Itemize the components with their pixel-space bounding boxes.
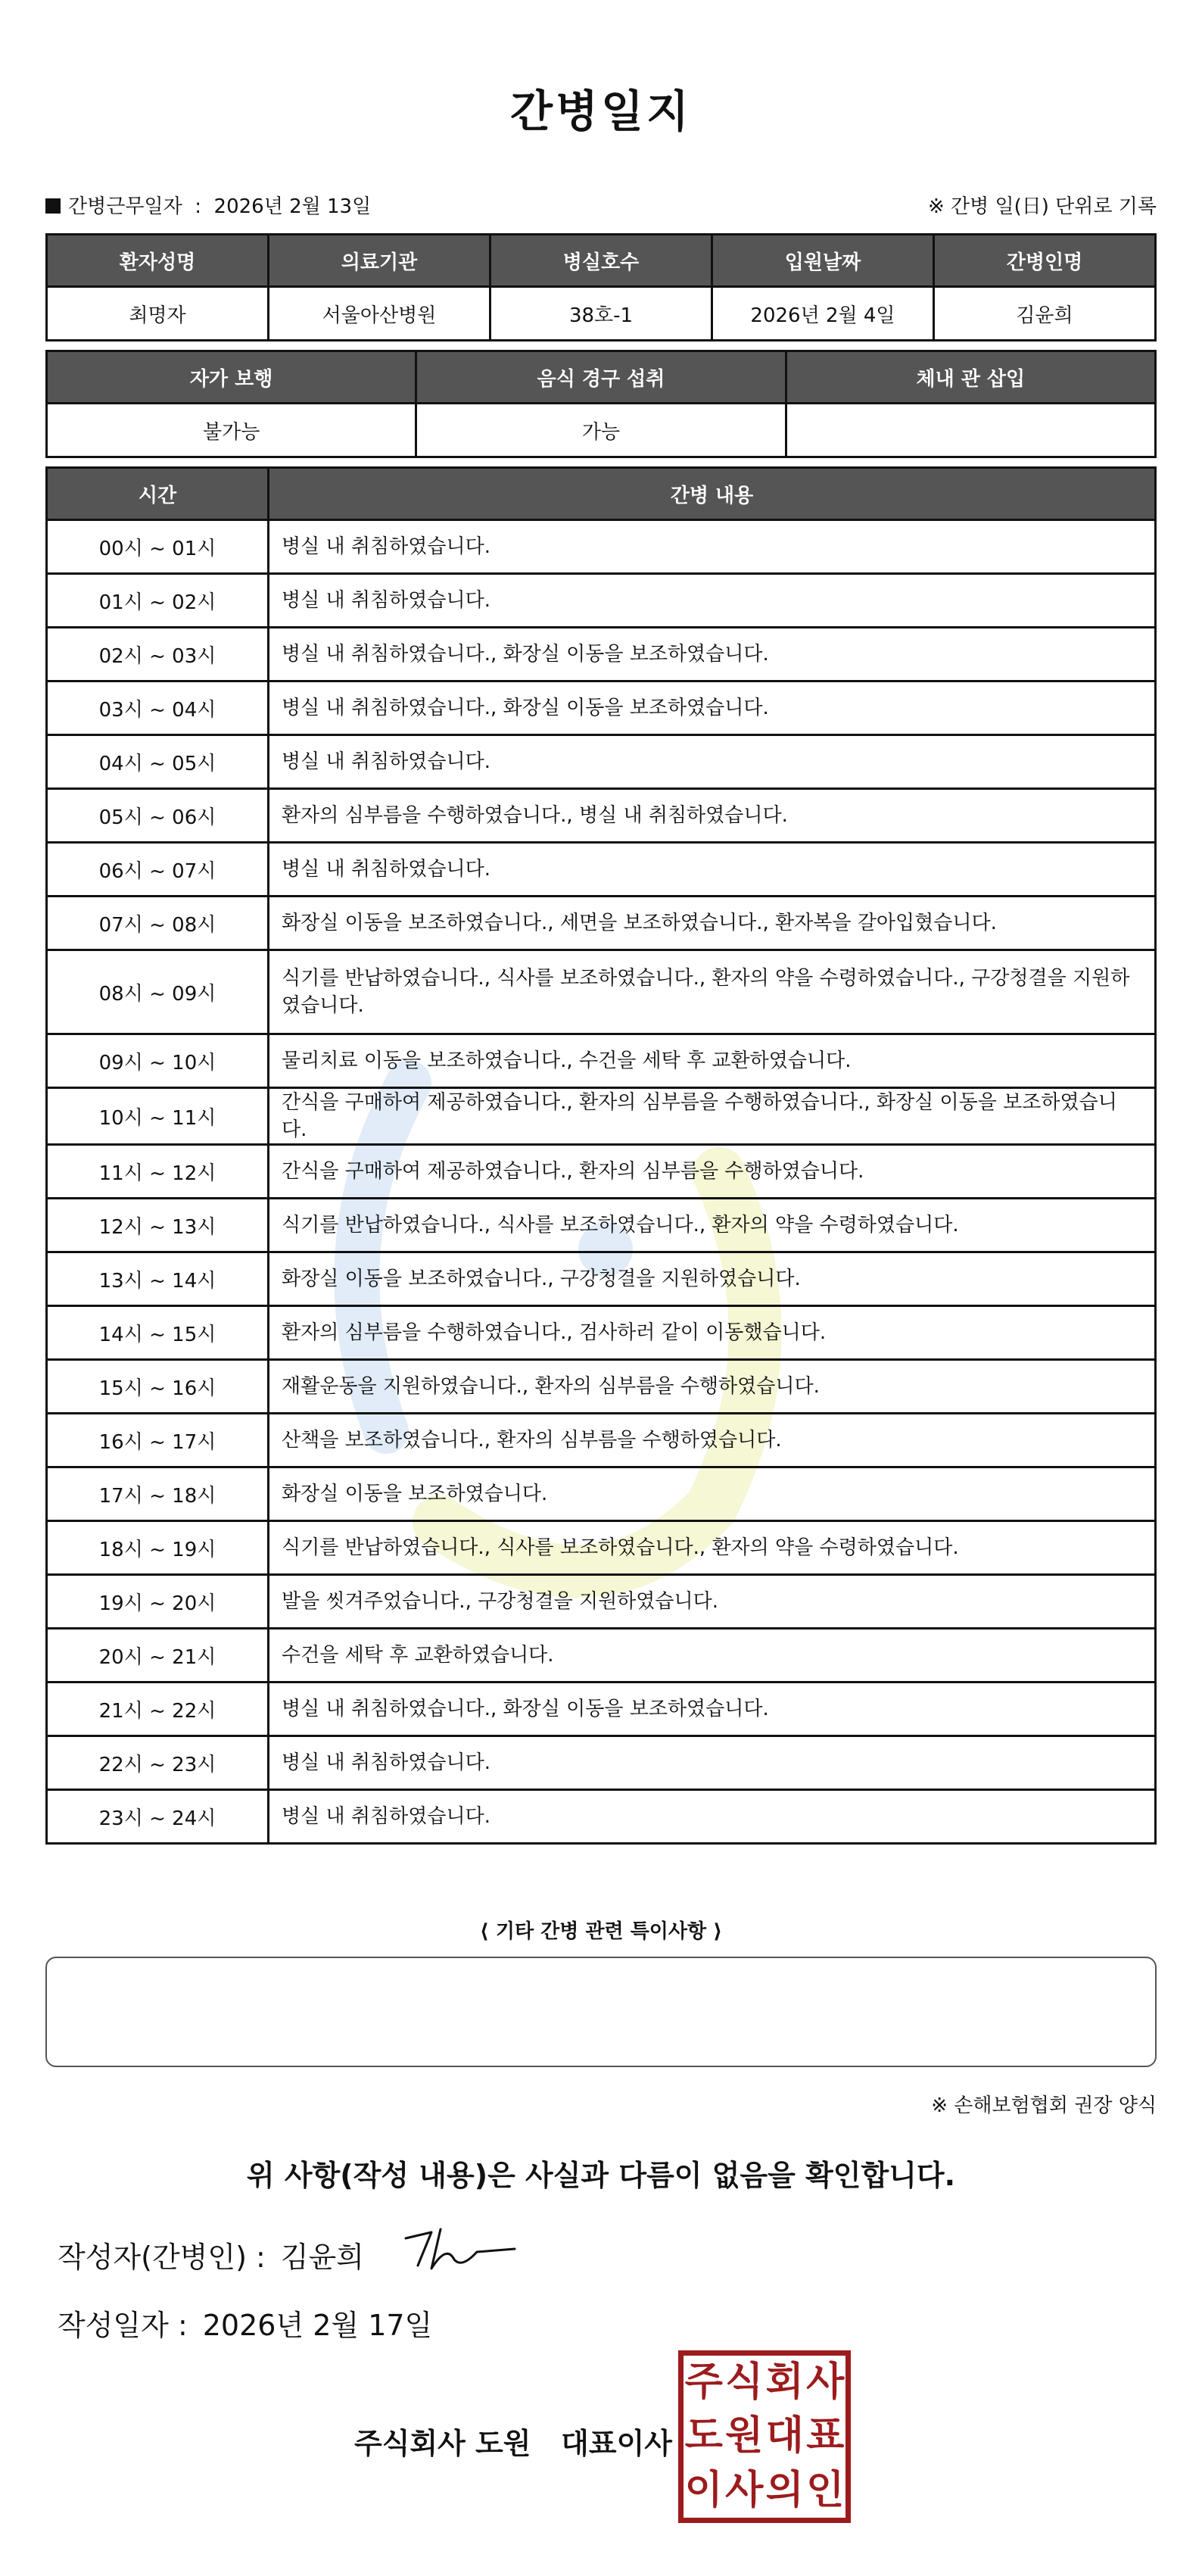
log-header-time: 시간 xyxy=(47,468,269,520)
log-content: 환자의 심부름을 수행하였습니다., 병실 내 취침하였습니다. xyxy=(269,789,1156,843)
log-row xyxy=(47,1467,1156,1521)
work-date-sep: : xyxy=(195,195,201,218)
log-content: 병실 내 취침하였습니다., 화장실 이동을 보조하였습니다. xyxy=(269,628,1156,681)
log-row xyxy=(47,1736,1156,1790)
log-row xyxy=(47,1034,1156,1088)
log-content: 병실 내 취침하였습니다., 화장실 이동을 보조하였습니다. xyxy=(269,681,1156,735)
log-content: 물리치료 이동을 보조하였습니다., 수건을 세탁 후 교환하였습니다. xyxy=(269,1034,1156,1088)
log-time: 13시 ~ 14시 xyxy=(47,1252,269,1306)
log-time: 10시 ~ 11시 xyxy=(47,1088,269,1145)
log-row xyxy=(47,1088,1156,1145)
written-date-value: 2026년 2월 17일 xyxy=(202,2309,433,2342)
seal-characters xyxy=(684,2356,845,2518)
log-time: 05시 ~ 06시 xyxy=(47,789,269,843)
log-content: 병실 내 취침하였습니다. xyxy=(269,1790,1156,1844)
patient-hospital: 서울아산병원 xyxy=(269,287,490,341)
confirmation-statement: 위 사항(작성 내용)은 사실과 다름이 없음을 확인합니다. xyxy=(246,2159,956,2192)
log-content: 병실 내 취침하였습니다. xyxy=(269,735,1156,789)
log-row xyxy=(47,520,1156,574)
patient-header-admission: 입원날짜 xyxy=(712,235,934,287)
log-content: 식기를 반납하였습니다., 식사를 보조하였습니다., 환자의 약을 수령하였습니다. xyxy=(269,1199,1156,1252)
log-time: 11시 ~ 12시 xyxy=(47,1145,269,1199)
log-time: 04시 ~ 05시 xyxy=(47,735,269,789)
care-log-table xyxy=(45,466,1157,1845)
log-time: 00시 ~ 01시 xyxy=(47,520,269,574)
patient-header-room: 병실호수 xyxy=(490,235,712,287)
log-time: 06시 ~ 07시 xyxy=(47,843,269,897)
log-time: 21시 ~ 22시 xyxy=(47,1683,269,1736)
log-row xyxy=(47,789,1156,843)
log-row xyxy=(47,1629,1156,1683)
log-row xyxy=(47,1683,1156,1736)
log-content: 간식을 구매하여 제공하였습니다., 환자의 심부름을 수행하였습니다. xyxy=(269,1145,1156,1199)
log-row xyxy=(47,1252,1156,1306)
patient-header-hospital: 의료기관 xyxy=(269,235,490,287)
log-time: 15시 ~ 16시 xyxy=(47,1360,269,1414)
log-row xyxy=(47,950,1156,1034)
seal-char: 표 xyxy=(806,2413,845,2459)
seal-char: 원 xyxy=(725,2413,764,2459)
log-content: 병실 내 취침하였습니다. xyxy=(269,1736,1156,1790)
log-time: 03시 ~ 04시 xyxy=(47,681,269,735)
seal-char: 도 xyxy=(684,2413,723,2459)
log-row xyxy=(47,1360,1156,1414)
seal-char: 식 xyxy=(725,2359,764,2405)
log-content: 식기를 반납하였습니다., 식사를 보조하였습니다., 환자의 약을 수령하였습니다., 구강청결을 지원하였습니다. xyxy=(269,950,1156,1034)
work-date-value: 2026년 2월 13일 xyxy=(213,195,372,218)
seal-char: 의 xyxy=(765,2467,804,2513)
log-content: 병실 내 취침하였습니다. xyxy=(269,843,1156,897)
writer-row xyxy=(58,2234,364,2275)
log-content: 병실 내 취침하였습니다. xyxy=(269,574,1156,628)
log-content: 환자의 심부름을 수행하였습니다., 검사하러 같이 이동했습니다. xyxy=(269,1306,1156,1360)
log-row xyxy=(47,574,1156,628)
status-oral-intake: 가능 xyxy=(416,404,786,457)
log-content: 병실 내 취침하였습니다. xyxy=(269,520,1156,574)
written-date-sep: : xyxy=(177,2309,188,2342)
log-content: 식기를 반납하였습니다., 식사를 보조하였습니다., 환자의 약을 수령하였습니다. xyxy=(269,1521,1156,1575)
log-row xyxy=(47,1199,1156,1252)
work-date xyxy=(45,191,371,219)
log-time: 23시 ~ 24시 xyxy=(47,1790,269,1844)
log-row xyxy=(47,1575,1156,1629)
log-row xyxy=(47,897,1156,950)
status-walking: 불가능 xyxy=(47,404,416,457)
log-row xyxy=(47,628,1156,681)
work-date-label: 간병근무일자 xyxy=(68,195,182,218)
log-time: 01시 ~ 02시 xyxy=(47,574,269,628)
log-time: 02시 ~ 03시 xyxy=(47,628,269,681)
patient-caregiver: 김윤희 xyxy=(934,287,1156,341)
log-content: 수건을 세탁 후 교환하였습니다. xyxy=(269,1629,1156,1683)
log-time: 17시 ~ 18시 xyxy=(47,1467,269,1521)
log-row xyxy=(47,735,1156,789)
handwritten-signature xyxy=(401,2222,522,2279)
seal-char: 인 xyxy=(806,2467,845,2513)
page-title: 간병일지 xyxy=(509,86,693,137)
written-date-row xyxy=(58,2302,432,2344)
writer-sep: : xyxy=(256,2241,266,2274)
seal-char: 사 xyxy=(806,2359,845,2405)
log-row xyxy=(47,843,1156,897)
log-content: 화장실 이동을 보조하였습니다. xyxy=(269,1467,1156,1521)
seal-char: 회 xyxy=(765,2359,804,2405)
company-seal xyxy=(678,2350,851,2523)
log-content: 화장실 이동을 보조하였습니다., 세면을 보조하였습니다., 환자복을 갈아입혔습니다. xyxy=(269,897,1156,950)
remarks-box xyxy=(45,1957,1157,2067)
remarks-title: ⟨ 기타 간병 관련 특이사항 ⟩ xyxy=(479,1920,723,1943)
log-content: 발을 씻겨주었습니다., 구강청결을 지원하였습니다. xyxy=(269,1575,1156,1629)
status-tube xyxy=(786,404,1155,457)
log-row xyxy=(47,1414,1156,1467)
log-time: 14시 ~ 15시 xyxy=(47,1306,269,1360)
log-time: 18시 ~ 19시 xyxy=(47,1521,269,1575)
status-header-tube: 체내 관 삽입 xyxy=(786,351,1155,404)
log-time: 12시 ~ 13시 xyxy=(47,1199,269,1252)
log-time: 22시 ~ 23시 xyxy=(47,1736,269,1790)
log-row xyxy=(47,1790,1156,1844)
status-header-oral-intake: 음식 경구 섭취 xyxy=(416,351,786,404)
form-note: ※ 손해보험협회 권장 양식 xyxy=(931,2094,1157,2117)
log-content: 재활운동을 지원하였습니다., 환자의 심부름을 수행하였습니다. xyxy=(269,1360,1156,1414)
status-table xyxy=(45,350,1157,458)
patient-room: 38호-1 xyxy=(490,287,712,341)
patient-header-caregiver: 간병인명 xyxy=(934,235,1156,287)
patient-name: 최명자 xyxy=(47,287,269,341)
patient-info-table xyxy=(45,233,1157,341)
company-name: 주식회사 도원 대표이사 xyxy=(354,2427,672,2460)
seal-char: 주 xyxy=(684,2359,723,2405)
seal-char: 이 xyxy=(684,2467,723,2513)
seal-char: 대 xyxy=(765,2413,804,2459)
log-content: 산책을 보조하였습니다., 환자의 심부름을 수행하였습니다. xyxy=(269,1414,1156,1467)
log-time: 16시 ~ 17시 xyxy=(47,1414,269,1467)
log-row xyxy=(47,1306,1156,1360)
status-header-walking: 자가 보행 xyxy=(47,351,416,404)
log-row xyxy=(47,1521,1156,1575)
writer-name: 김윤희 xyxy=(280,2241,364,2274)
log-time: 08시 ~ 09시 xyxy=(47,950,269,1034)
log-content: 간식을 구매하여 제공하였습니다., 환자의 심부름을 수행하였습니다., 화장실 이동을 보조하였습니다. xyxy=(269,1088,1156,1145)
log-row xyxy=(47,1145,1156,1199)
written-date-label: 작성일자 xyxy=(58,2309,169,2342)
writer-label: 작성자(간병인) xyxy=(58,2241,247,2274)
patient-admission-date: 2026년 2월 4일 xyxy=(712,287,934,341)
patient-header-name: 환자성명 xyxy=(47,235,269,287)
log-time: 19시 ~ 20시 xyxy=(47,1575,269,1629)
record-note: ※ 간병 일(日) 단위로 기록 xyxy=(927,195,1157,218)
log-time: 07시 ~ 08시 xyxy=(47,897,269,950)
log-content: 화장실 이동을 보조하였습니다., 구강청결을 지원하였습니다. xyxy=(269,1252,1156,1306)
log-time: 20시 ~ 21시 xyxy=(47,1629,269,1683)
seal-char: 사 xyxy=(725,2467,764,2513)
log-content: 병실 내 취침하였습니다., 화장실 이동을 보조하였습니다. xyxy=(269,1683,1156,1736)
log-row xyxy=(47,681,1156,735)
log-header-content: 간병 내용 xyxy=(269,468,1156,520)
square-bullet-icon xyxy=(45,198,61,214)
log-time: 09시 ~ 10시 xyxy=(47,1034,269,1088)
